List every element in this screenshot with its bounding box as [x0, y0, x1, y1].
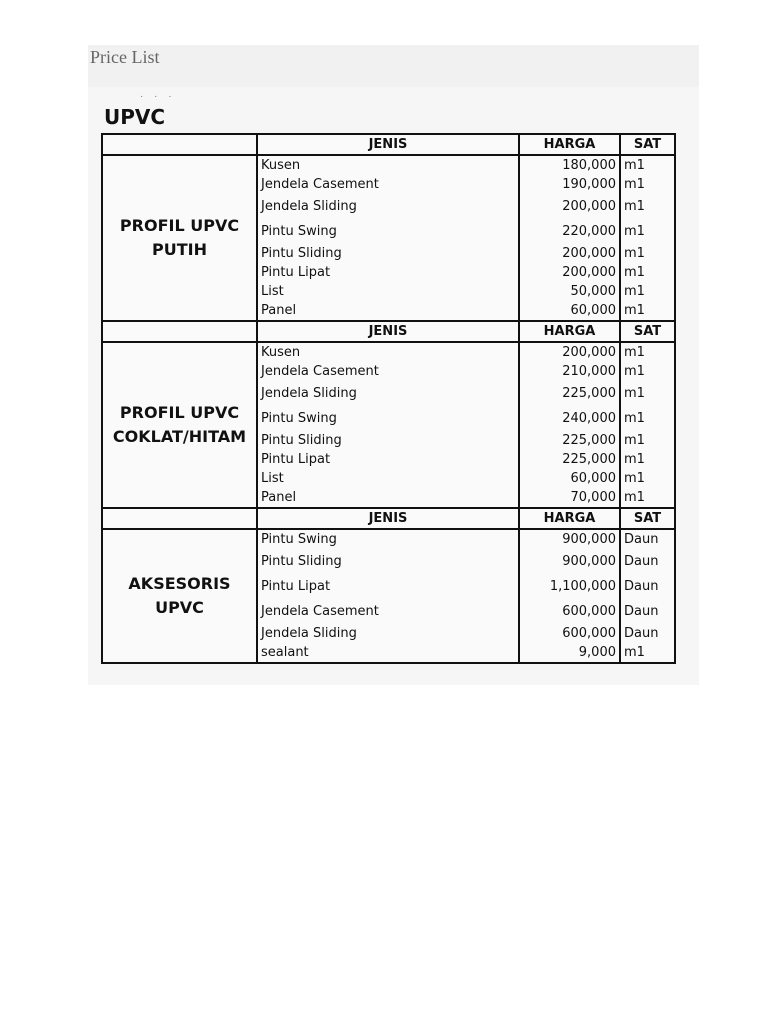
document-heading: UPVC — [104, 105, 166, 129]
table-row — [102, 529, 675, 549]
item-unit: m1 — [620, 488, 675, 508]
item-unit: m1 — [620, 342, 675, 362]
item-price: 50,000 — [519, 282, 620, 301]
item-unit: m1 — [620, 244, 675, 263]
item-price: 1,100,000 — [519, 574, 620, 599]
item-price: 180,000 — [519, 155, 620, 175]
item-price: 200,000 — [519, 194, 620, 219]
item-unit: Daun — [620, 529, 675, 549]
item-price: 200,000 — [519, 244, 620, 263]
header-harga: HARGA — [519, 508, 620, 529]
item-name: Pintu Swing — [257, 529, 519, 549]
scan-speckle: · · · — [140, 91, 176, 102]
item-price: 225,000 — [519, 450, 620, 469]
item-name: Jendela Sliding — [257, 624, 519, 643]
header-blank-cell — [102, 134, 257, 155]
header-blank-cell — [102, 321, 257, 342]
item-unit: m1 — [620, 155, 675, 175]
header-sat: SAT — [620, 134, 675, 155]
item-unit: m1 — [620, 381, 675, 406]
page-title: Price List — [90, 47, 160, 67]
header-harga: HARGA — [519, 134, 620, 155]
document-header — [88, 45, 699, 87]
item-unit: m1 — [620, 431, 675, 450]
group-label-line2: PUTIH — [152, 240, 207, 259]
item-price: 225,000 — [519, 431, 620, 450]
item-unit: m1 — [620, 362, 675, 381]
item-unit: Daun — [620, 549, 675, 574]
item-price: 200,000 — [519, 263, 620, 282]
group-label-line2: COKLAT/HITAM — [112, 427, 247, 446]
item-price: 190,000 — [519, 175, 620, 194]
item-name: Pintu Sliding — [257, 549, 519, 574]
item-name: Pintu Lipat — [257, 574, 519, 599]
item-price: 70,000 — [519, 488, 620, 508]
item-unit: Daun — [620, 599, 675, 624]
item-name: Pintu Lipat — [257, 450, 519, 469]
item-unit: m1 — [620, 450, 675, 469]
item-price: 220,000 — [519, 219, 620, 244]
item-name: Jendela Sliding — [257, 194, 519, 219]
header-jenis: JENIS — [257, 321, 519, 342]
item-price: 600,000 — [519, 599, 620, 624]
item-price: 225,000 — [519, 381, 620, 406]
group-label — [102, 342, 257, 508]
price-table-body — [102, 134, 675, 663]
item-name: Pintu Swing — [257, 406, 519, 431]
group-label-line1: AKSESORIS — [128, 574, 231, 593]
item-price: 900,000 — [519, 529, 620, 549]
item-name: Jendela Casement — [257, 175, 519, 194]
table-row — [102, 342, 675, 362]
header-jenis: JENIS — [257, 134, 519, 155]
price-table — [101, 133, 676, 664]
item-name: Kusen — [257, 155, 519, 175]
item-price: 60,000 — [519, 469, 620, 488]
item-price: 200,000 — [519, 342, 620, 362]
item-unit: m1 — [620, 175, 675, 194]
item-unit: m1 — [620, 194, 675, 219]
item-unit: m1 — [620, 643, 675, 663]
item-unit: m1 — [620, 263, 675, 282]
group-label-line1: PROFIL UPVC — [119, 403, 240, 422]
table-header-row — [102, 134, 675, 155]
item-name: Jendela Casement — [257, 362, 519, 381]
item-price: 60,000 — [519, 301, 620, 321]
item-unit: m1 — [620, 282, 675, 301]
item-unit: Daun — [620, 624, 675, 643]
item-unit: m1 — [620, 406, 675, 431]
header-sat: SAT — [620, 508, 675, 529]
header-blank-cell — [102, 508, 257, 529]
item-name: Pintu Lipat — [257, 263, 519, 282]
group-label — [102, 155, 257, 321]
item-name: List — [257, 469, 519, 488]
item-name: Jendela Casement — [257, 599, 519, 624]
item-name: sealant — [257, 643, 519, 663]
item-unit: m1 — [620, 301, 675, 321]
item-name: Kusen — [257, 342, 519, 362]
scanned-price-sheet — [88, 87, 699, 685]
item-name: Jendela Sliding — [257, 381, 519, 406]
header-jenis: JENIS — [257, 508, 519, 529]
group-label-line2: UPVC — [155, 598, 204, 617]
group-label — [102, 529, 257, 663]
item-name: List — [257, 282, 519, 301]
table-row — [102, 155, 675, 175]
item-price: 600,000 — [519, 624, 620, 643]
header-harga: HARGA — [519, 321, 620, 342]
item-name: Pintu Sliding — [257, 431, 519, 450]
table-header-row — [102, 508, 675, 529]
item-name: Panel — [257, 301, 519, 321]
item-unit: Daun — [620, 574, 675, 599]
item-name: Panel — [257, 488, 519, 508]
item-unit: m1 — [620, 219, 675, 244]
item-name: Pintu Swing — [257, 219, 519, 244]
item-price: 900,000 — [519, 549, 620, 574]
item-price: 210,000 — [519, 362, 620, 381]
item-name: Pintu Sliding — [257, 244, 519, 263]
item-unit: m1 — [620, 469, 675, 488]
table-header-row — [102, 321, 675, 342]
group-label-line1: PROFIL UPVC — [119, 216, 240, 235]
header-sat: SAT — [620, 321, 675, 342]
item-price: 9,000 — [519, 643, 620, 663]
item-price: 240,000 — [519, 406, 620, 431]
